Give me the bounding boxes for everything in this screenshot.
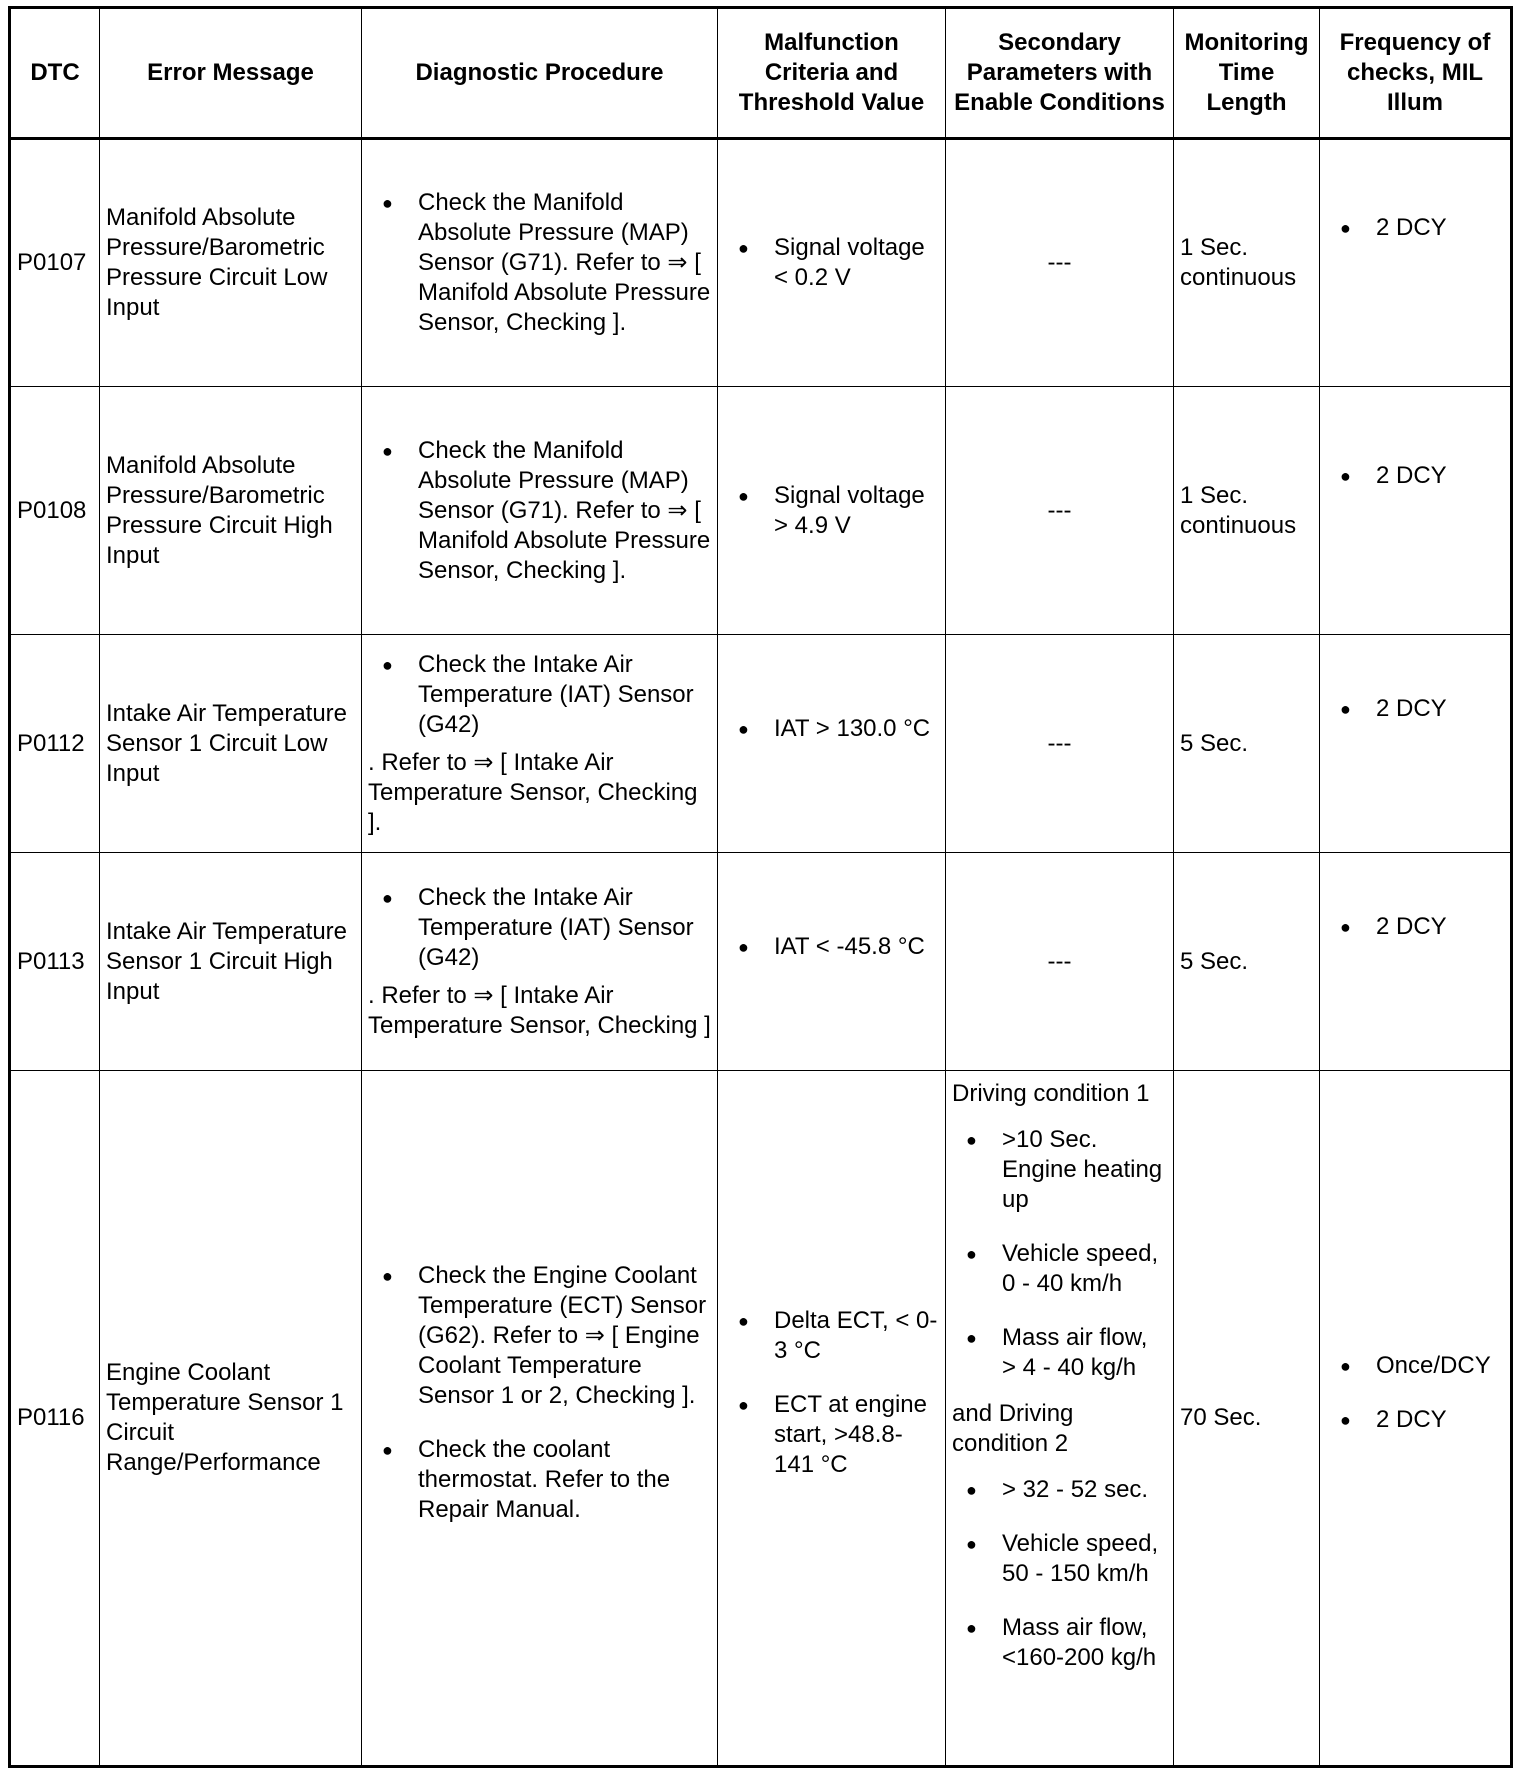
criteria-item: ● Signal voltage < 0.2 V — [724, 233, 939, 293]
condition-item: ● Mass air flow, > 4 - 40 kg/h — [952, 1323, 1167, 1383]
diagnostic-procedure — [362, 139, 718, 387]
header-diagnostic-procedure: Diagnostic Procedure — [362, 8, 718, 139]
frequency-item: ● 2 DCY — [1326, 461, 1504, 491]
condition-item: ● > 32 - 52 sec. — [952, 1475, 1167, 1505]
diagnostic-procedure — [362, 853, 718, 1071]
criteria-item: ● Signal voltage > 4.9 V — [724, 481, 939, 541]
malfunction-criteria — [718, 139, 946, 387]
procedure-item: ● Check the Manifold Absolute Pressure (MAP) Sensor (G71). Refer to ⇒ [ Manifold Absolute Pressure Sensor, Checking ]. — [368, 188, 711, 338]
criteria-item: ● IAT > 130.0 °C — [724, 714, 939, 744]
condition-item: ● >10 Sec. Engine heating up — [952, 1125, 1167, 1215]
table-row — [10, 853, 1512, 1071]
malfunction-criteria — [718, 853, 946, 1071]
dtc-table — [8, 6, 1513, 1768]
table-row — [10, 139, 1512, 387]
malfunction-criteria — [718, 1071, 946, 1767]
header-dtc: DTC — [10, 8, 100, 139]
frequency — [1320, 635, 1512, 853]
monitoring-time: 1 Sec. continuous — [1174, 387, 1320, 635]
header-malfunction-criteria: Malfunction Criteria and Threshold Value — [718, 8, 946, 139]
error-message: Manifold Absolute Pressure/Barometric Pressure Circuit Low Input — [100, 139, 362, 387]
frequency-item: ● 2 DCY — [1326, 694, 1504, 724]
secondary-parameters: --- — [946, 635, 1174, 853]
criteria-item: ● Delta ECT, < 0-3 °C — [724, 1306, 939, 1366]
frequency-item: ● 2 DCY — [1326, 213, 1504, 243]
frequency — [1320, 139, 1512, 387]
malfunction-criteria — [718, 387, 946, 635]
frequency — [1320, 853, 1512, 1071]
secondary-parameters: --- — [946, 139, 1174, 387]
condition-item: ● Vehicle speed, 50 - 150 km/h — [952, 1529, 1167, 1589]
dtc-code: P0108 — [10, 387, 100, 635]
diagnostic-procedure — [362, 387, 718, 635]
dtc-code: P0116 — [10, 1071, 100, 1767]
criteria-item: ● ECT at engine start, >48.8-141 °C — [724, 1390, 939, 1480]
malfunction-criteria — [718, 635, 946, 853]
dtc-code: P0113 — [10, 853, 100, 1071]
frequency-item: ● 2 DCY — [1326, 912, 1504, 942]
monitoring-time: 70 Sec. — [1174, 1071, 1320, 1767]
header-frequency: Frequency of checks, MIL Illum — [1320, 8, 1512, 139]
diagnostic-procedure — [362, 635, 718, 853]
monitoring-time: 5 Sec. — [1174, 853, 1320, 1071]
dtc-code: P0107 — [10, 139, 100, 387]
procedure-item: ● Check the Engine Coolant Temperature (ECT) Sensor (G62). Refer to ⇒ [ Engine Coolant Temperature Sensor 1 or 2, Checking ]. — [368, 1261, 711, 1411]
monitoring-time: 1 Sec. continuous — [1174, 139, 1320, 387]
driving-condition-2-label: and Driving condition 2 — [952, 1400, 1074, 1457]
header-secondary-parameters: Secondary Parameters with Enable Conditions — [946, 8, 1174, 139]
error-message: Intake Air Temperature Sensor 1 Circuit Low Input — [100, 635, 362, 853]
procedure-item: ● Check the Intake Air Temperature (IAT) Sensor (G42) — [368, 650, 711, 740]
frequency — [1320, 387, 1512, 635]
secondary-parameters: --- — [946, 387, 1174, 635]
table-row — [10, 387, 1512, 635]
criteria-item: ● IAT < -45.8 °C — [724, 932, 939, 962]
header-row — [10, 8, 1512, 139]
secondary-parameters — [946, 1071, 1174, 1767]
monitoring-time: 5 Sec. — [1174, 635, 1320, 853]
error-message: Intake Air Temperature Sensor 1 Circuit High Input — [100, 853, 362, 1071]
procedure-item: ● Check the Intake Air Temperature (IAT) Sensor (G42) — [368, 883, 711, 973]
procedure-note: . Refer to ⇒ [ Intake Air Temperature Sensor, Checking ]. — [368, 748, 698, 836]
procedure-note: . Refer to ⇒ [ Intake Air Temperature Sensor, Checking ] — [368, 981, 711, 1039]
error-message: Engine Coolant Temperature Sensor 1 Circuit Range/Performance — [100, 1071, 362, 1767]
driving-condition-1-label: Driving condition 1 — [952, 1080, 1150, 1107]
frequency-item: ● Once/DCY — [1326, 1351, 1504, 1381]
procedure-item: ● Check the Manifold Absolute Pressure (MAP) Sensor (G71). Refer to ⇒ [ Manifold Absolute Pressure Sensor, Checking ]. — [368, 436, 711, 586]
header-monitoring-time: Monitoring Time Length — [1174, 8, 1320, 139]
condition-item: ● Vehicle speed, 0 - 40 km/h — [952, 1239, 1167, 1299]
procedure-item: ● Check the coolant thermostat. Refer to the Repair Manual. — [368, 1435, 711, 1525]
frequency — [1320, 1071, 1512, 1767]
table-row — [10, 1071, 1512, 1767]
secondary-parameters: --- — [946, 853, 1174, 1071]
diagnostic-procedure — [362, 1071, 718, 1767]
frequency-item: ● 2 DCY — [1326, 1405, 1504, 1435]
header-error-message: Error Message — [100, 8, 362, 139]
table-row — [10, 635, 1512, 853]
condition-item: ● Mass air flow, <160-200 kg/h — [952, 1613, 1167, 1673]
error-message: Manifold Absolute Pressure/Barometric Pressure Circuit High Input — [100, 387, 362, 635]
dtc-code: P0112 — [10, 635, 100, 853]
